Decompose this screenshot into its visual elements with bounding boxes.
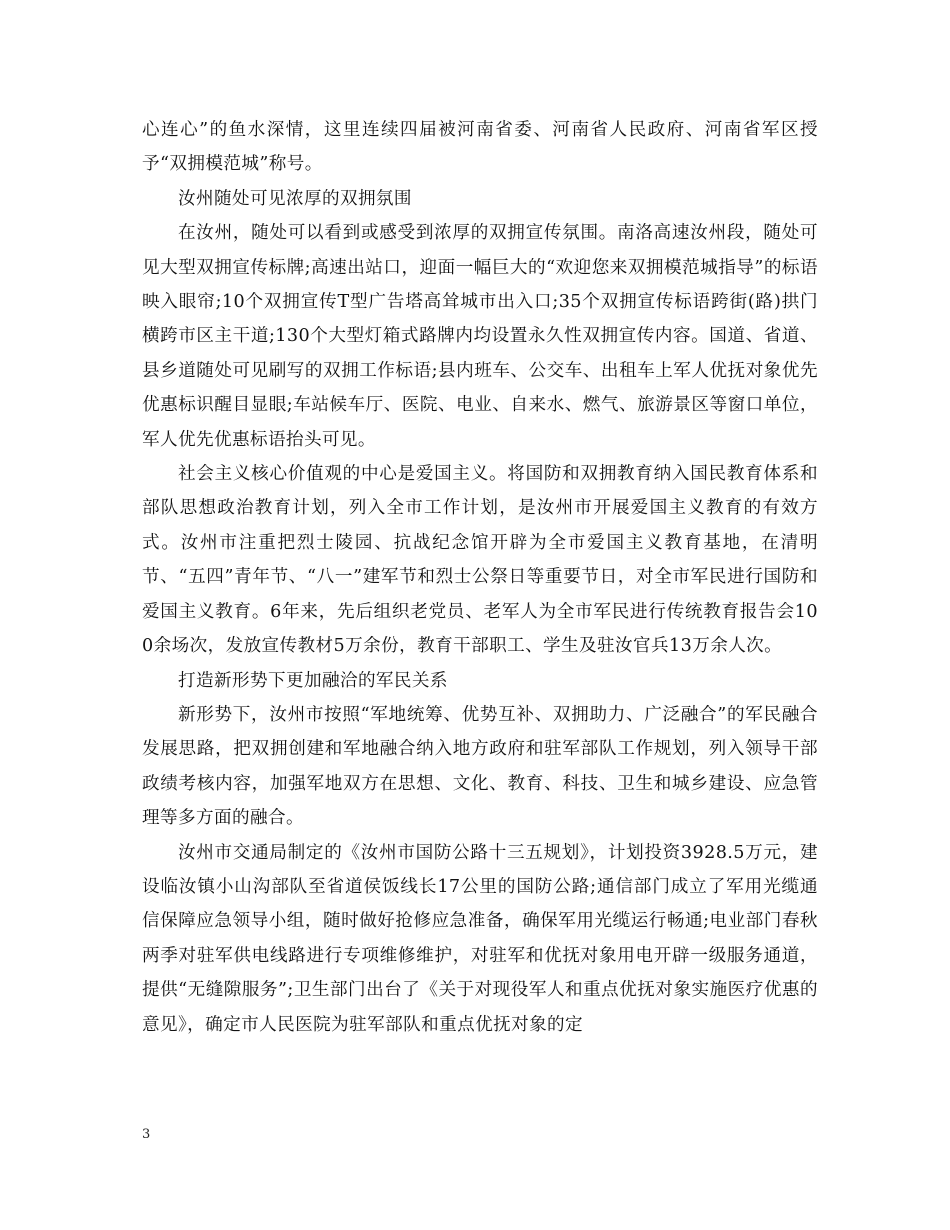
body-paragraph: 新形势下，汝州市按照“军地统筹、优势互补、双拥助力、广泛融合”的军民融合发展思路，把双拥创建和军地融合纳入地方政府和驻军部队工作规划，列入领导干部政绩考核内容，加强军地双方在思想、文化、教育、科技、卫生和城乡建设、应急管理等多方面的融合。 <box>142 704 818 829</box>
body-paragraph: 社会主义核心价值观的中心是爱国主义。将国防和双拥教育纳入国民教育体系和部队思想政治教育计划，列入全市工作计划，是汝州市开展爱国主义教育的有效方式。汝州市注重把烈士陵园、抗战纪念馆开辟为全市爱国主义教育基地，在清明节、“五四”青年节、“八一”建军节和烈士公祭日等重要节日，对全市军民进行国防和爱国主义教育。6年来，先后组织老党员、老军人为全市军民进行传统教育报告会100余场次，发放宣传教材5万余份，教育干部职工、学生及驻汝官兵13万余人次。 <box>142 464 818 657</box>
body-paragraph: 在汝州，随处可以看到或感受到浓厚的双拥宣传氛围。南洛高速汝州段，随处可见大型双拥宣传标牌;高速出站口，迎面一幅巨大的“欢迎您来双拥模范城指导”的标语映入眼帘;10个双拥宣传T型广告塔高耸城市出入口;35个双拥宣传标语跨街(路)拱门横跨市区主干道;130个大型灯箱式路牌内均设置永久性双拥宣传内容。国道、省道、县乡道随处可见刷写的双拥工作标语;县内班车、公交车、出租车上军人优抚对象优先优惠标识醒目显眼;车站候车厅、医院、电业、自来水、燃气、旅游景区等窗口单位，军人优先优惠标语抬头可见。 <box>142 223 818 450</box>
body-paragraph: 汝州市交通局制定的《汝州市国防公路十三五规划》，计划投资3928.5万元，建设临汝镇小山沟部队至省道侯饭线长17公里的国防公路;通信部门成立了军用光缆通信保障应急领导小组，随时做好抢修应急准备，确保军用光缆运行畅通;电业部门春秋两季对驻军供电线路进行专项维修维护，对驻军和优抚对象用电开辟一级服务通道，提供“无缝隙服务”;卫生部门出台了《关于对现役军人和重点优抚对象实施医疗优惠的意见》，确定市人民医院为驻军部队和重点优抚对象的定 <box>142 842 818 1035</box>
continuation-paragraph: 心连心”的鱼水深情，这里连续四届被河南省委、河南省人民政府、河南省军区授予“双拥模范城”称号。 <box>142 120 818 175</box>
section-heading: 打造新形势下更加融洽的军民关系 <box>178 670 448 691</box>
section-heading: 汝州随处可见浓厚的双拥氛围 <box>178 188 412 209</box>
document-body <box>142 113 818 1042</box>
page-number: 3 <box>142 1127 151 1142</box>
